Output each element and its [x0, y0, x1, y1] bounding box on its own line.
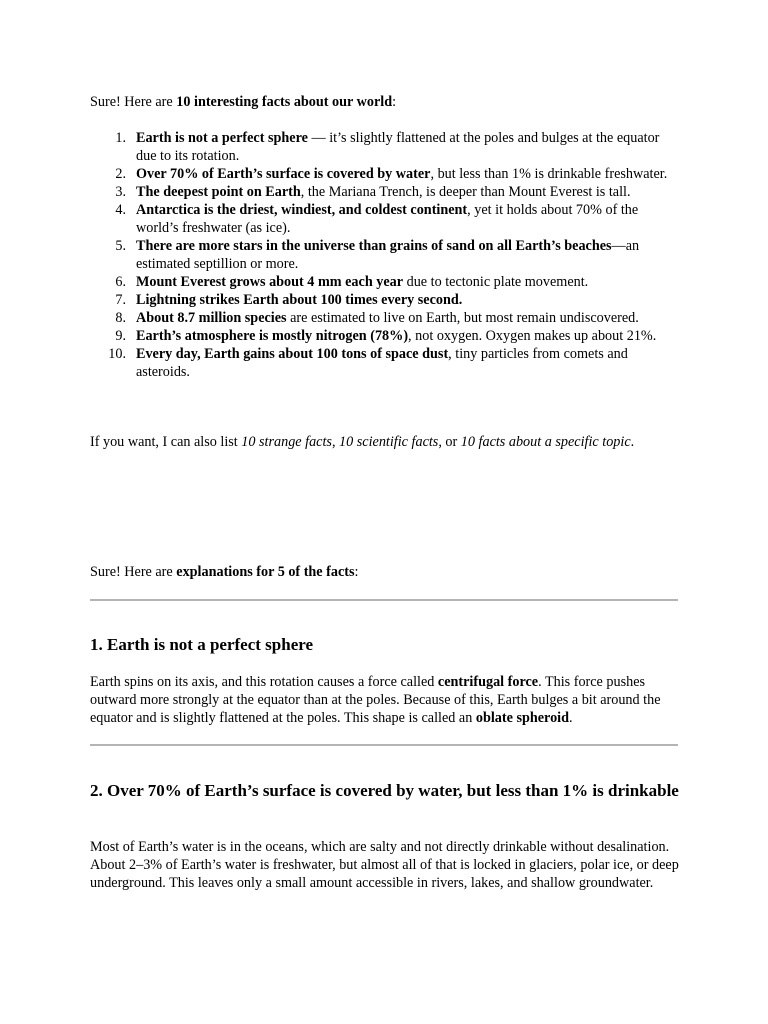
list-item — [90, 129, 680, 165]
fact-text: , yet it holds about 70% of the world’s freshwater (as ice). — [136, 202, 639, 236]
list-number: 8. — [115, 310, 126, 326]
list-number: 10. — [108, 346, 126, 362]
second-intro-paragraph — [90, 563, 680, 581]
outro-end: . — [630, 434, 635, 450]
fact-bold: About 8.7 million species — [136, 310, 287, 326]
section-1-bold-a: centrifugal force — [437, 674, 539, 690]
section-1-text-c: . — [569, 710, 573, 726]
list-number: 1. — [115, 130, 126, 146]
section-1-text-a: Earth spins on its axis, and this rotation causes a force called — [90, 674, 438, 690]
intro-text-1: Sure! Here are — [90, 94, 177, 110]
fact-bold: Lightning strikes Earth about 100 times every second. — [136, 292, 463, 308]
outro-text: If you want, I can also list — [90, 434, 242, 450]
outro-italic-2: 10 scientific facts — [339, 434, 439, 450]
section-1-bold-b: oblate spheroid — [475, 710, 570, 726]
fact-text: — it’s slightly flattened at the poles and bulges at the equator due to its rotation. — [136, 130, 660, 164]
section-2-paragraph: Most of Earth’s water is in the oceans, which are salty and not directly drinkable without desalination. About 2–3% of Earth’s water is freshwater, but almost all of that is locked in glaciers, polar ice, or deep underground. This leaves only a small amount accessible in rivers, lakes, and shallow groundwater. — [90, 839, 679, 891]
fact-text: , the Mariana Trench, is deeper than Mount Everest is tall. — [300, 184, 631, 200]
fact-text: are estimated to live on Earth, but most remain undiscovered. — [286, 310, 639, 326]
list-item — [90, 165, 680, 183]
fact-bold: Mount Everest grows about 4 mm each year — [136, 274, 404, 290]
intro-bold: 10 interesting facts about our world — [176, 94, 393, 110]
fact-bold: The deepest point on Earth — [136, 184, 301, 200]
divider — [90, 744, 678, 746]
list-item — [90, 237, 680, 273]
outro-sep-2: , or — [438, 434, 461, 450]
list-item — [90, 201, 680, 237]
section-1-text-b: . This force pushes outward more strongly at the equator than at the poles. Because of this, Earth bulges a bit around the equator and is slightly flattened at the poles. This shape is called an — [90, 674, 661, 726]
fact-bold: Over 70% of Earth’s surface is covered by water — [136, 166, 431, 182]
outro-paragraph — [90, 433, 680, 451]
fact-text: , but less than 1% is drinkable freshwater. — [430, 166, 668, 182]
list-number: 3. — [115, 184, 126, 200]
section-2-heading: 2. Over 70% of Earth’s surface is covered by water, but less than 1% is drinkable — [90, 781, 679, 800]
list-item — [90, 183, 680, 201]
list-item — [90, 273, 680, 291]
fact-bold: Antarctica is the driest, windiest, and coldest continent — [136, 202, 468, 218]
list-number: 9. — [115, 328, 126, 344]
outro-italic-3: 10 facts about a specific topic — [460, 434, 631, 450]
intro-text-2: : — [392, 94, 397, 110]
intro2-text-1: Sure! Here are — [90, 564, 177, 580]
intro2-bold: explanations for 5 of the facts — [176, 564, 355, 580]
intro-paragraph — [90, 93, 680, 111]
outro-italic-1: 10 strange facts — [241, 434, 332, 450]
section-1-heading: 1. Earth is not a perfect sphere — [90, 635, 314, 654]
intro2-text-2: : — [354, 564, 359, 580]
list-number: 7. — [115, 292, 126, 308]
outro-sep-1: , — [331, 434, 340, 450]
divider — [90, 599, 678, 601]
fact-text: —an estimated septillion or more. — [136, 238, 640, 272]
list-number: 2. — [115, 166, 126, 182]
fact-bold: Earth is not a perfect sphere — [136, 130, 308, 146]
fact-text: , not oxygen. Oxygen makes up about 21%. — [408, 328, 657, 344]
fact-bold: There are more stars in the universe than grains of sand on all Earth’s beaches — [136, 238, 612, 254]
list-number: 6. — [115, 274, 126, 290]
fact-text: , tiny particles from comets and asteroids. — [136, 346, 628, 380]
fact-text: due to tectonic plate movement. — [403, 274, 589, 290]
list-item — [90, 291, 680, 309]
fact-bold: Every day, Earth gains about 100 tons of space dust — [136, 346, 449, 362]
fact-bold: Earth’s atmosphere is mostly nitrogen (78%) — [136, 328, 409, 344]
list-number: 5. — [115, 238, 126, 254]
list-item — [90, 309, 680, 327]
list-number: 4. — [115, 202, 126, 218]
list-item — [90, 327, 680, 345]
section-1-paragraph — [90, 673, 680, 727]
facts-list — [90, 129, 680, 381]
list-item — [90, 345, 680, 381]
